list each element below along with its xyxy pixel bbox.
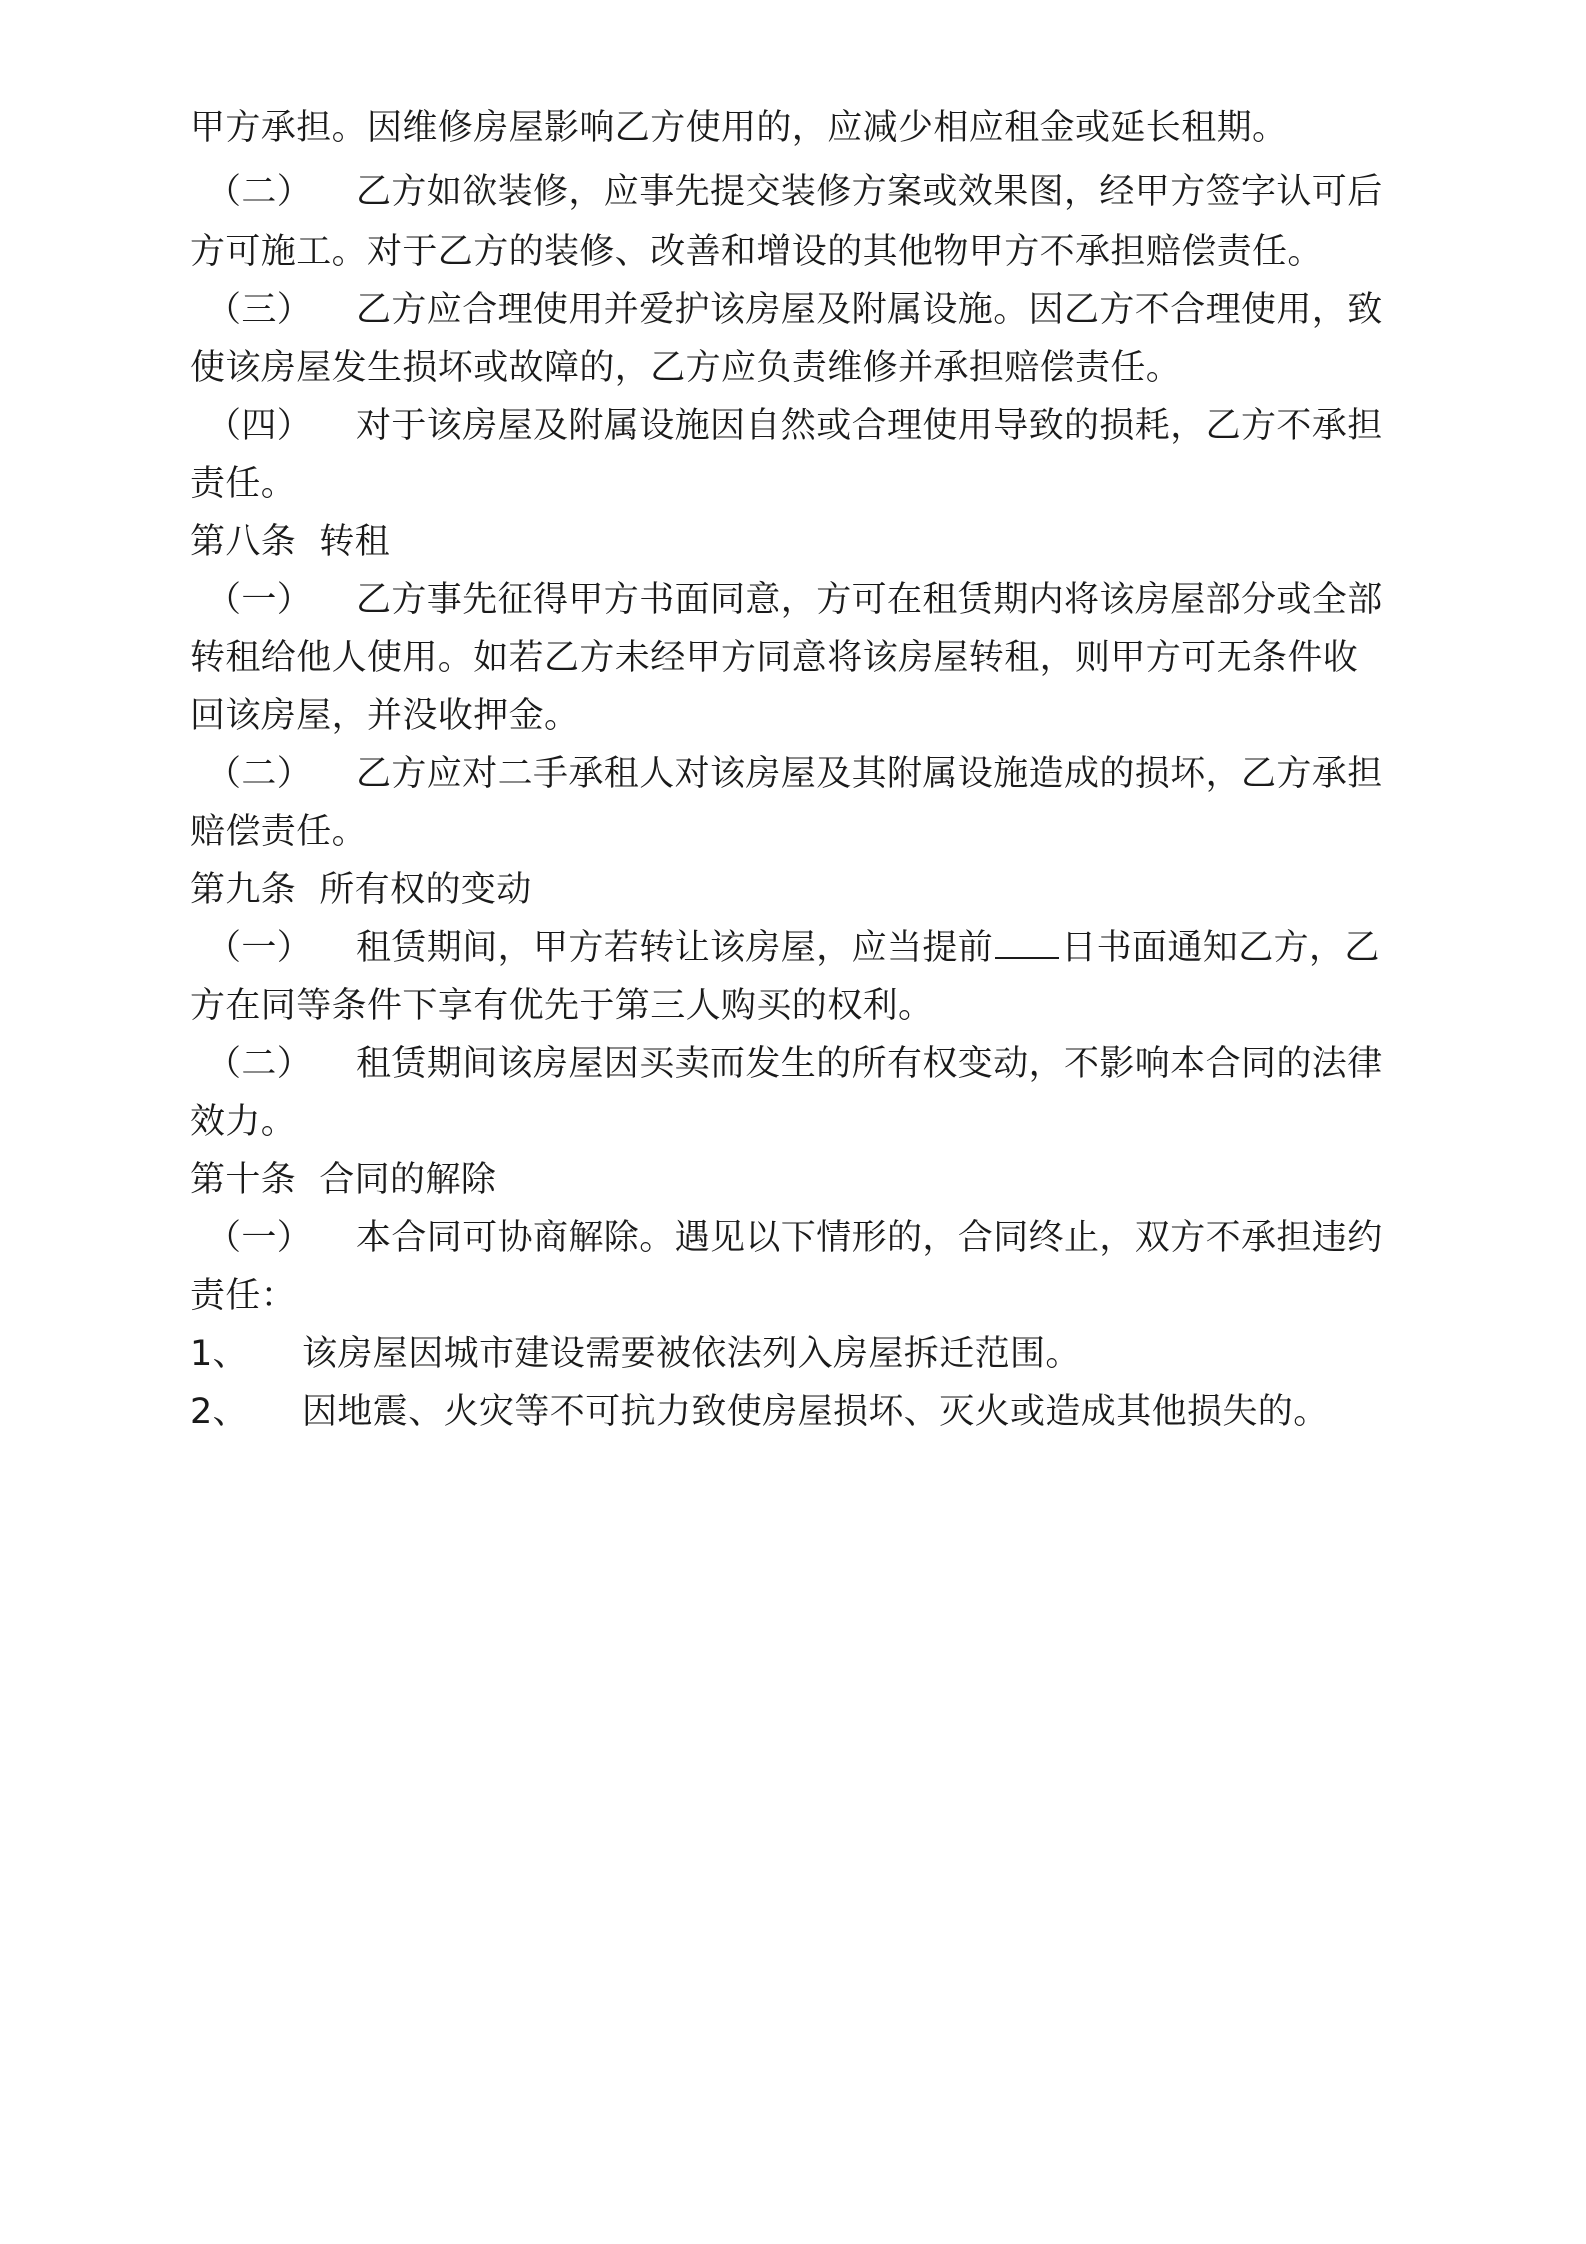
clause-marker: （二） (206, 172, 313, 212)
clause-text: 租赁期间该房屋因买卖而发生的所有权变动，不影响本合同的法律 (356, 1044, 1383, 1084)
clause-text: 乙方事先征得甲方书面同意，方可在租赁期内将该房屋部分或全部 (356, 580, 1383, 620)
clause-text: 对于该房屋及附属设施因自然或合理使用导致的损耗，乙方不承担 (356, 406, 1383, 446)
body-line (190, 638, 1440, 678)
clause-text: 本合同可协商解除。遇见以下情形的，合同终止，双方不承担违约 (356, 1218, 1383, 1258)
clause-marker: （二） (206, 754, 313, 794)
body-line (190, 1276, 1440, 1316)
article-heading (190, 522, 1440, 562)
clause-marker: （三） (206, 290, 313, 330)
clause-marker: （一） (206, 580, 313, 620)
line-text: 赔偿责任。 (190, 812, 368, 852)
line-text: 甲方承担。因维修房屋影响乙方使用的，应减少相应租金或延长租期。 (190, 108, 1288, 148)
fill-in-blank (995, 929, 1059, 959)
clause-text (356, 928, 1380, 968)
clause-text-before: 租赁期间，甲方若转让该房屋，应当提前 (356, 928, 994, 968)
numbered-text: 该房屋因城市建设需要被依法列入房屋拆迁范围。 (302, 1334, 1081, 1374)
body-line (190, 986, 1440, 1026)
clause-marker: （一） (206, 928, 313, 968)
heading-text: 第九条 所有权的变动 (190, 870, 532, 910)
line-text: 方在同等条件下享有优先于第三人购买的权利。 (190, 986, 934, 1026)
line-text: 回该房屋，并没收押金。 (190, 696, 580, 736)
clause-text-after: 日书面通知乙方，乙 (1061, 928, 1380, 968)
clause-marker: （二） (206, 1044, 313, 1084)
number-marker: 1、 (190, 1334, 249, 1374)
body-line (190, 696, 1440, 736)
clause-text: 乙方应对二手承租人对该房屋及其附属设施造成的损坏，乙方承担 (356, 754, 1383, 794)
clause-marker: （四） (206, 406, 313, 446)
body-line (190, 232, 1440, 272)
line-text: 责任： (190, 1276, 297, 1316)
numbered-text: 因地震、火灾等不可抗力致使房屋损坏、灭火或造成其他损失的。 (302, 1392, 1329, 1432)
heading-text: 第十条 合同的解除 (190, 1160, 497, 1200)
line-text: 使该房屋发生损坏或故障的，乙方应负责维修并承担赔偿责任。 (190, 348, 1182, 388)
line-text: 责任。 (190, 464, 297, 504)
article-heading (190, 870, 1440, 910)
article-heading (190, 1160, 1440, 1200)
line-text: 转租给他人使用。如若乙方未经甲方同意将该房屋转租，则甲方可无条件收 (190, 638, 1359, 678)
body-line (190, 108, 1440, 148)
heading-text: 第八条 转租 (190, 522, 391, 562)
body-line (190, 348, 1440, 388)
body-line (190, 464, 1440, 504)
clause-text: 乙方应合理使用并爱护该房屋及附属设施。因乙方不合理使用，致 (356, 290, 1383, 330)
clause-marker: （一） (206, 1218, 313, 1258)
number-marker: 2、 (190, 1392, 249, 1432)
body-line (190, 1102, 1440, 1142)
body-line (190, 812, 1440, 852)
clause-text: 乙方如欲装修，应事先提交装修方案或效果图，经甲方签字认可后 (356, 172, 1383, 212)
line-text: 方可施工。对于乙方的装修、改善和增设的其他物甲方不承担赔偿责任。 (190, 232, 1323, 272)
line-text: 效力。 (190, 1102, 297, 1142)
